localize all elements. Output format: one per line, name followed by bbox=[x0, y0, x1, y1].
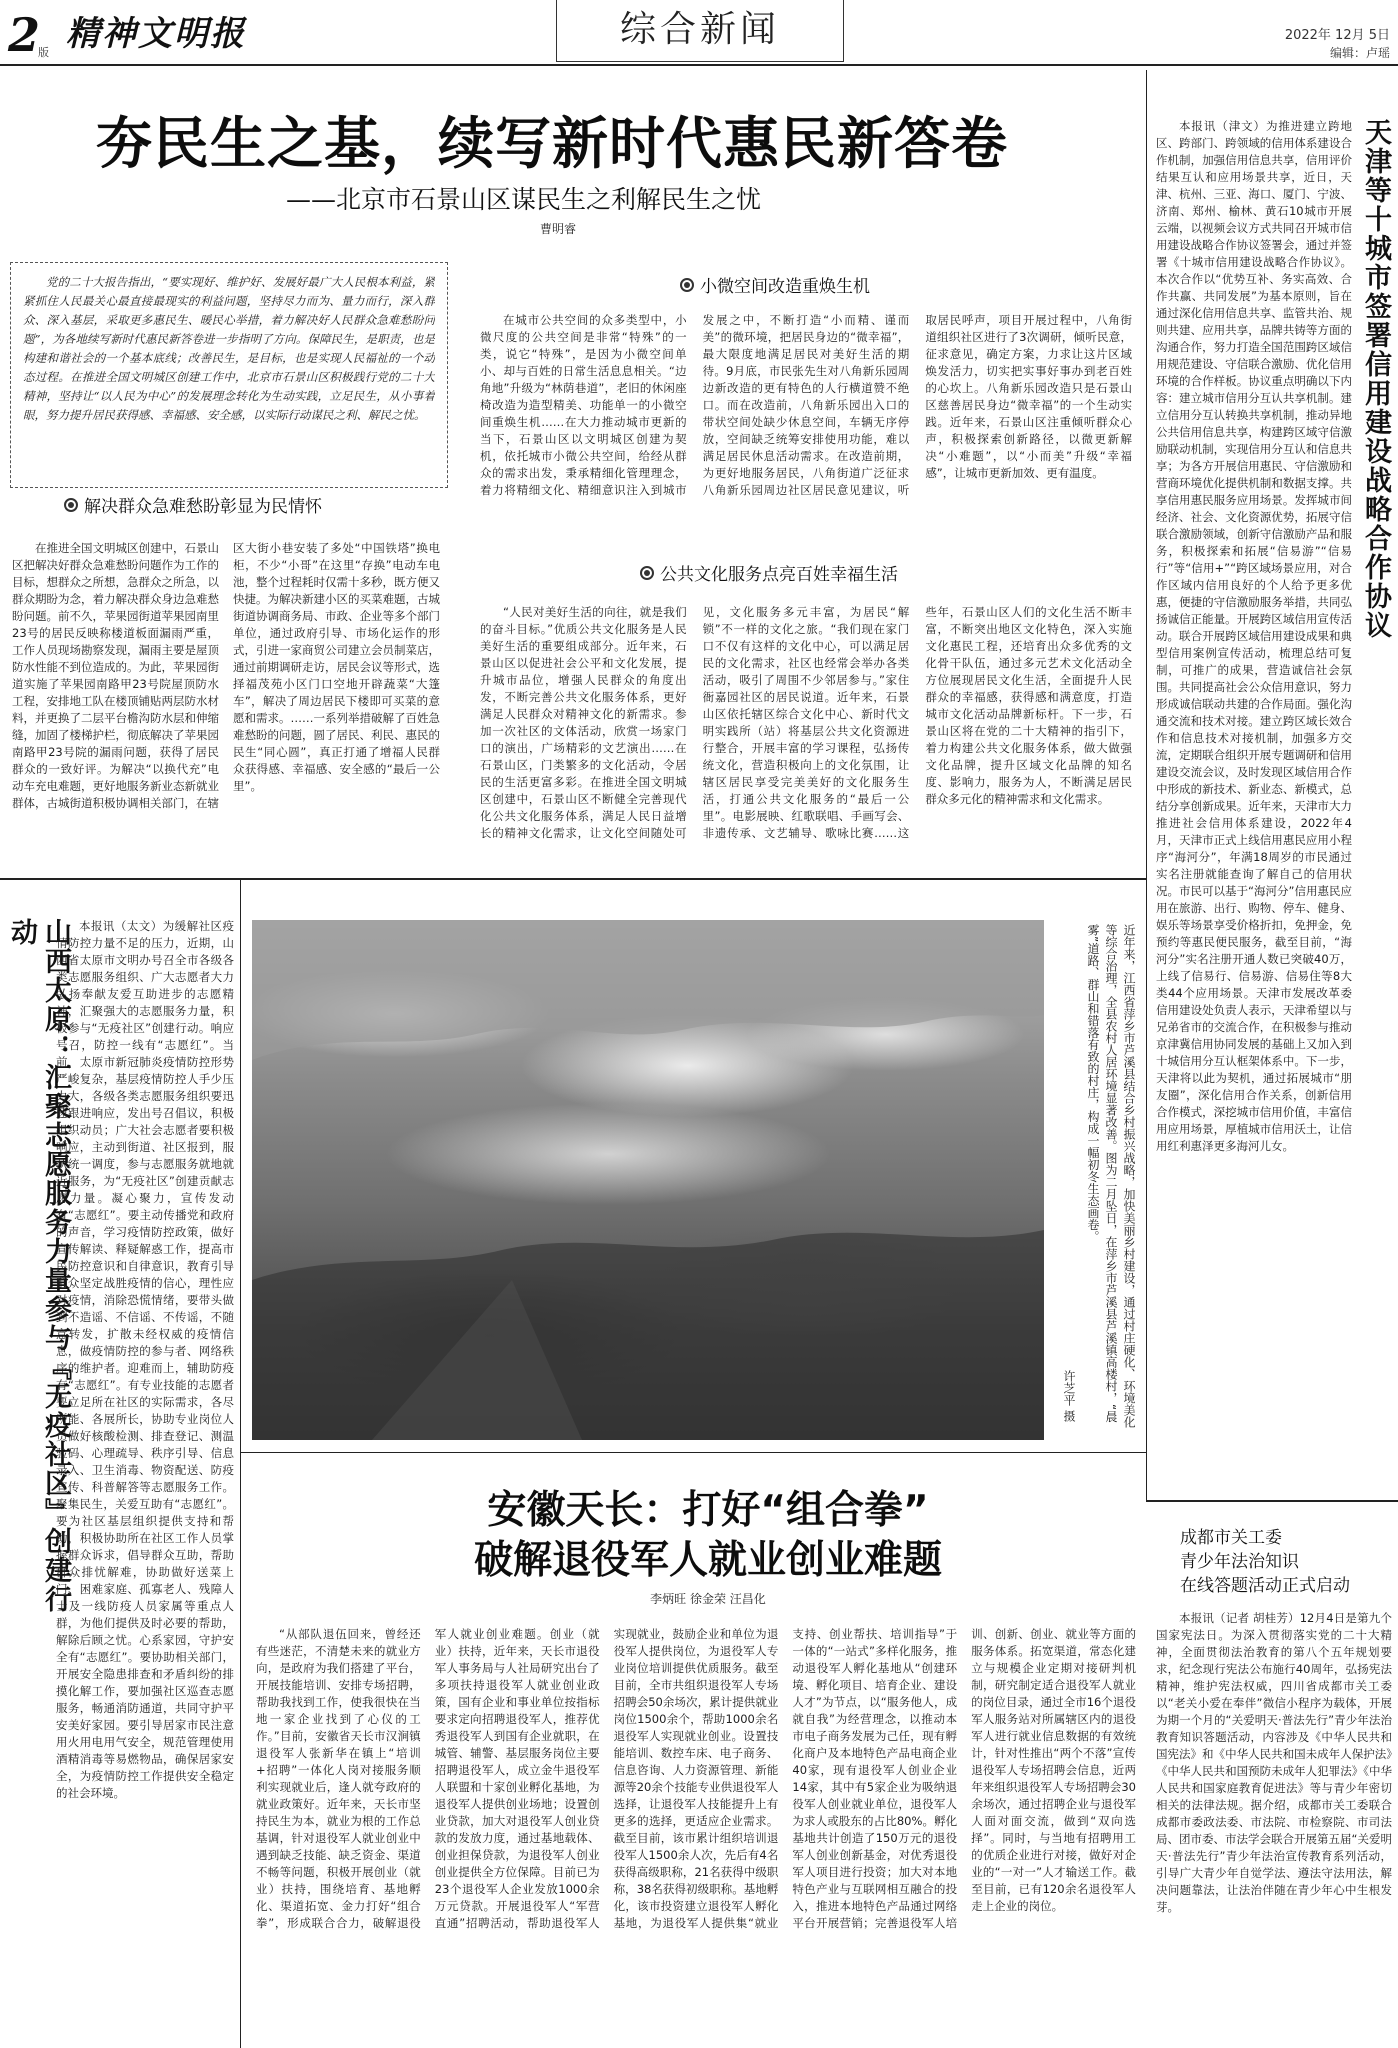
bottom-article-title-line2: 破解退役军人就业创业难题 bbox=[473, 1538, 942, 1583]
brief-title-line2: 青少年法治知识 bbox=[1180, 1552, 1299, 1572]
section1-text: 在推进全国文明城区创建中，石景山区把解决好群众急难愁盼问题作为工作的目标，想群众之所想，急群众之所急，以群众期盼为念，着力解决群众身边急难愁盼问题。前不久，苹果园街道苹果园南里23号的居民反映称楼道板面漏雨严重，工作人员现场勘察发现，漏雨主要是屋顶防水性能不到位造成的。为此，苹果园街道实施了苹果园南路甲23号院屋顶防水工程，安排地工队在楼顶铺贴两层防水材料，并更换了二层平台檐沟防水层和伸缩缝，加固了楼梯护栏，彻底解决了苹果园南路甲23号院的漏雨问题，获得了居民群众的一致好评。为解决“以换代充”电动车充电难题，更好地服务新业态新就业群体，古城街道积极协调相关部门，在辖区大街小巷安装了多处“中国铁塔”换电柜，不少“小哥”在这里“存换”电动车电池，整个过程耗时仅需十多秒，既方便又快捷。为解决新建小区的买菜难题，古城街道协调商务局、市政、企业等多个部门单位，通过政府引导、市场化运作的形式，引进一家商贸公司建立会员制菜店，通过前期调研走访，居民会议等形式，选择福茂苑小区门口空地开辟蔬菜“大篷车”，解决了周边居民下楼即可买菜的意愿和需求。……一系列举措破解了百姓急难愁盼的问题，圆了居民、利民、惠民的民生“同心圆”，真正打通了增福人民群众获得感、幸福感、安全感的“最后一公里”。 bbox=[12, 541, 440, 810]
main-bottom-rule bbox=[0, 878, 1146, 880]
photo-credit: 许芝平 摄 bbox=[1062, 1370, 1076, 1422]
page-number: 2 bbox=[8, 8, 41, 62]
photo-terrain bbox=[252, 920, 1044, 1440]
section3-heading-text: 公共文化服务点亮百姓幸福生活 bbox=[660, 565, 898, 585]
section1-heading bbox=[64, 492, 322, 517]
left-article-text: 本报讯（太文）为缓解社区疫情防控力量不足的压力，近期，山西省太原市文明办号召全市各级各类志愿服务组织、广大志愿者大力弘扬奉献友爱互助进步的志愿精神，汇聚强大的志愿服务力量，积极参与“无疫社区”创建行动。响应号召，防控一线有“志愿红”。当前，太原市新冠肺炎疫情防控形势严峻复杂，基层疫情防控人手少压力大，各级各类志愿服务组织要迅速跟进响应，发出号召倡议，积极组织动员；广大社会志愿者要积极响应，主动到街道、社区报到，服从统一调度，参与志愿服务就地就近服务，为“无疫社区”创建贡献志愿力量。凝心聚力，宣传发动有“志愿红”。要主动传播党和政府的声音，学习疫情防控政策，做好宣传解读、释疑解惑工作，提高市民防控意识和自律意识，教育引导群众坚定战胜疫情的信心，理性应对疫情，消除恐慌情绪，要带头做到不造谣、不信谣、不传谣，不随意转发，扩散未经权威的疫情信息，做疫情防控的参与者、网络秩序的维护者。迎难而上，辅助防疫有“志愿红”。有专业技能的志愿者要立足所在社区的实际需求，各尽所能、各展所长，协助专业岗位人员做好核酸检测、排查登记、测温验码、心理疏导、秩序引导、信息录入、卫生消毒、物资配送、防疫宣传、科普解答等志愿服务工作。聚集民生，关爱互助有“志愿红”。要为社区基层组织提供支持和帮助，积极协助所在社区工作人员掌握群众诉求，倡导群众互助，帮助群众排忧解难，协助做好送菜上门、困难家庭、孤寡老人、残障人士及一线防疫人员家属等重点人群，为他们提供及时必要的帮助，解除后顾之忧。心系家园，守护安全有“志愿红”。要协助相关部门，开展安全隐患排查和矛盾纠纷的排摸化解工作，要加强社区巡查志愿服务，畅通消防通道，共同守护平安美好家园。要引导居家市民注意用火用电用气安全，规范管理使用酒精消毒等易燃物品，确保居家安全，为疫情防控工作提供安全稳定的社会环境。 bbox=[56, 919, 234, 1800]
section2-text: 在城市公共空间的众多类型中，小微尺度的公共空间是非常“特殊”的一类，说它“特殊”，是因为小微空间单小、却与百姓的日常生活息息相关。“边角地”升级为“林荫巷道”，老旧的休闲座椅改造为造型精美、功能单一的小微空间重焕生机……在大力推动城市更新的当下，石景山区以文明城区创建为契机，依托城市小微公共空间，给经从群众的需求出发，秉承精细化管理理念，着力将精细文化、精细意识注入到城市发展之中，不断打造“小而精、谨而美”的微环境，把居民身边的“微幸福”，最大限度地满足居民对美好生活的期待。9月底，市民张先生对八角新乐园周边新改造的更有特色的人行横道赞不绝口。而在改造前，八角新乐园出入口的带状空间处缺少休息空间，车辆无序停放，空间缺乏统筹安排使用功能，难以满足居民休息活动需求。在改造前期，为更好地服务居民，八角街道广泛征求八角新乐园周边社区居民意见建议，听取居民呼声，项目开展过程中，八角街道组织社区进行了3次调研，倾听民意，征求意见，确定方案，力求让这片区域焕发活力，切实把实事好事办到老百姓的心坎上。八角新乐园改造只是石景山区慈善居民身边“微幸福”的一个生动实践。近年来，石景山区注重倾听群众心声，积极探索创新路径，以微更新解决“小难题”，以“小而美”升级“幸福感”，让城市更新加效、更有温度。 bbox=[480, 313, 1132, 497]
bottom-article-title-line1: 安徽天长：打好“组合拳” bbox=[487, 1488, 929, 1533]
section2-heading-text: 小微空间改造重焕生机 bbox=[700, 277, 870, 297]
masthead-rule bbox=[0, 64, 1398, 66]
section3-heading bbox=[640, 560, 898, 585]
main-intro: 党的二十大报告指出，“要实现好、维护好、发展好最广大人民根本利益，紧紧抓住人民最关心最直接最现实的利益问题，坚持尽力而为、量力而行，深入群众、深入基层，采取更多惠民生、暖民心举措，着力解决好人民群众急难愁盼问题”，为各地续写新时代惠民新答卷进一步指明了方向。保障民生，是职责，也是构建和谐社会的一个基本底线；改善民生，是目标，也是实现人民福祉的一个动态过程。在推进全国文明城区创建工作中，北京市石景山区积极践行党的二十大精神，坚持让“以人民为中心”的发展理念转化为生动实践，立足民生，从小事着眼，努力提升居民获得感、幸福感、安全感，以实际行动谋民之利、解民之忧。 bbox=[23, 275, 435, 422]
page-suffix: 版 bbox=[38, 46, 49, 59]
paper-name: 精神文明报 bbox=[66, 14, 246, 54]
section1-heading-text: 解决群众急难愁盼彰显为民情怀 bbox=[84, 497, 322, 517]
masthead bbox=[0, 0, 1398, 70]
brief-article-text: 本报讯（记者 胡桂芳）12月4日是第九个国家宪法日。为深入贯彻落实党的二十大精神，全面贯彻法治教育的第八个五年规划要求，纪念现行宪法公布施行40周年，弘扬宪法精神，维护宪法权威，四川省成都市关工委以“老关小爱在奉伴”微信小程序为载体，开展为期一个月的“关爱明天·普法先行”青少年法治教育知识答题活动，内容涉及《中华人民共和国宪法》和《中华人民共和国未成年人保护法》《中华人民共和国预防未成年人犯罪法》《中华人民共和国家庭教育促进法》等与青少年密切相关的法律法规。据介绍，成都市关工委联合成都市委政法委、市法院、市检察院、市司法局、团市委、市法学会联合开展第五届“关爱明天·普法先行”青少年法治宣传教育系列活动，引导广大青少年自觉学法、遵法守法用法，解决问题靠法，让法治伴随在青少年心中生根发芽。 bbox=[1156, 1611, 1392, 1914]
section2-heading bbox=[680, 272, 870, 297]
main-intro-box bbox=[10, 262, 448, 488]
brief-title-line3: 在线答题活动正式启动 bbox=[1180, 1576, 1350, 1596]
main-article-author: 曹明睿 bbox=[540, 222, 577, 236]
brief-title-line1: 成都市关工委 bbox=[1180, 1528, 1282, 1548]
bottom-article-text: “从部队退伍回来，曾经还有些迷茫，不清楚未来的就业方向，是政府为我们搭建了平台，开展技能培训、安排专场招聘，帮助我找到工作，使我很快在当地一家企业找到了心仪的工作。”目前，安徽省天长市汉涧镇退役军人张新华在镇上“培训+招聘”一体化人岗对接服务顺利实现就业后，逢人就夸政府的就业政策好。近年来，天长市坚持民生为本，就业为根的工作总基调，针对退役军人就业创业中遇到缺乏技能、缺乏资金、渠道不畅等问题，积极开展创业（就业）扶持，围绕培育、基地孵化、渠道拓宽、金力打好“组合拳”，形成联合合力，破解退役军人就业创业难题。创业（就业）扶持，近年来，天长市退役军人事务局与人社局研究出台了多项扶持退役军人就业创业政策，国有企业和事业单位按指标要求定向招聘退役军人，推荐优秀退役军人到国有企业就职，在城管、辅警、基层服务岗位主要招聘退役军人，成立金牛退役军人联盟和十家创业孵化基地，为退役军人提供创业场地；设置创业贷款，加大对退役军人创业贷款的发放力度，通过基地载体、创业担保贷款，为退役军人创业创业提供全方位保障。目前已为23个退役军人企业发放1000余万元贷款。开展退役军人“军营直通”招聘活动，帮助退役军人实现就业，鼓励企业和单位为退役军人提供岗位，为退役军人专业岗位培训提供优质服务。截至目前，全市共组织退役军人专场招聘会50余场次，累计提供就业岗位1500余个，帮助1000余名退役军人实现就业创业。设置技能培训、数控车床、电子商务、信息咨询、人力资源管理、新能源等20余个技能专业供退役军人选择，让退役军人技能提升上有更多的选择，更适应企业需求。截至目前，该市累计组织培训退役军人1500余人次，先后有4名获得高级职称，21名获得中级职称，38名获得初级职称。基地孵化，该市投资建立退役军人孵化基地，为退役军人提供集“就业支持、创业帮扶、培训指导”于一体的“一站式”多样化服务，推动退役军人孵化基地从“创建环境、孵化项目、培育企业、建设人才”为节点，以“服务他人，成就自我”为经营理念，以推动本市电子商务发展为己任，现有孵化商户及本地特色产品电商企业40家，现有退役军人创业企业14家，其中有5家企业为吸纳退役军人创业就业单位，退役军人为求人或股东的占比80%。孵化基地共计创造了150万元的退役军人创业创新基金，对优秀退役军人项目进行投资；加大对本地特色产业与互联网相互融合的投入，推进本地特色产品通过网络平台开展营销；完善退役军人培训、创新、创业、就业等方面的服务体系。拓宽渠道，常态化建立与规模企业定期对接研判机制，研究制定适合退役军人就业的岗位目录，通过全市16个退役军人服务站对所属辖区内的退役军人进行就业信息数据的有效统计，针对性推出“两个不落”宣传退役军人专场招聘会信息，近两年来组织退役军人专场招聘会30余场次，通过招聘企业与退役军人面对面交流，做到“双向选择”。同时，与当地有招聘用工的优质企业进行对接，做好对企业的“一对一”人才输送工作。截至目前，已有120余名退役军人走上企业的岗位。 bbox=[256, 1627, 1136, 1930]
bullet-icon bbox=[680, 278, 694, 292]
section-name: 综合新闻 bbox=[619, 9, 780, 50]
right-article-title: 天津等十城市签署信用建设战略合作协议 bbox=[1360, 118, 1391, 640]
landscape-photo bbox=[252, 920, 1044, 1440]
right-bottom-rule bbox=[1146, 1500, 1398, 1502]
left-column-rule bbox=[240, 880, 241, 2048]
main-article-subtitle: ——北京市石景山区谋民生之利解民生之忧 bbox=[286, 185, 762, 214]
photo-bottom-rule bbox=[240, 1452, 1146, 1453]
bullet-icon bbox=[640, 566, 654, 580]
right-article-text: 本报讯（津文）为推进建立跨地区、跨部门、跨领域的信用体系建设合作机制，加强信用信息共享，信用评价结果互认和应用场景共享，近日，天津、杭州、三亚、海口、厦门、宁波、济南、郑州、榆林、黄石10城市开展云端，以视频会议方式共同召开城市信用建设战略合作协议签署会，通过并签署《十城市信用建设战略合作协议》。本次合作以“优势互补、务实高效、合作共赢、共同发展”为基本原则，旨在通过深化信用信息共享、监管共治、规则共建、应用共享，品牌共铸等方面的沟通合作，努力打造全国范围跨区域信用规范建设、守信联合激励、优化信用环境的合作样板。协议重点明确以下内容：建立城市信用分互认共享机制。建立信用分互认转换共享机制，推动异地公共信用信息共享，构建跨区域守信激励联动机制，实现信用分互认和信息共享；为各方开展信用惠民、守信激励和营商环境优化提供机制和数据支撑。共享信用惠民服务应用场景。发挥城市间经济、社会、文化资源优势，拓展守信联合激励领域，创新守信激励产品和服务，积极探索和拓展“信易游”“信易行”等“信用+”“跨区域场景应用，对合作区域内信用良好的个人给予更多优惠，便捷的守信激励服务举措，共同弘扬诚信正能量。开展跨区域信用宣传活动。联合开展跨区域信用建设成果和典型信用案例宣传活动，梳理总结可复制，可推广的成果，营造诚信社会氛围。共同提高社会公众信用意识，努力形成诚信联动共建的合作局面。强化沟通交流和技术对接。建立跨区域长效合作和信息技术对接机制，加强多方交流，定期联合组织开展专题调研和信用建设交流会议，及时发现区域信用合作中形成的新技术、新业态、新模式，总结分享创新成果。近年来，天津市大力推进社会信用体系建设，2022年4月，天津市正式上线信用惠民应用小程序“海河分”，年满18周岁的市民通过实名注册就能查询了解自己的信用状况。市民可以基于“海河分”信用惠民应用在旅游、出行、购物、停车、健身、娱乐等场景享受价格折扣，免押金，免预约等惠民便民服务，截至目前，“海河分”实名注册开通人数已突破40万，上线了信易行、信易游、信易住等8大类44个应用场景。天津市发展改革委信用建设处负责人表示，天津希望以与兄弟省市的交流合作，在积极参与推动京津冀信用协同发展的基础上又加入到十城信用分互认框架体系中。下一步，天津将以此为契机，通过拓展城市“朋友圈”，深化信用合作关系，创新信用合作模式，深挖城市信用价值，丰富信用应用场景，厚植城市信用沃土，让信用红利惠泽更多海河儿女。 bbox=[1156, 119, 1352, 1153]
section3-text: “人民对美好生活的向往，就是我们的奋斗目标。”优质公共文化服务是人民美好生活的重要组成部分。近年来，石景山区以促进社会公平和文化发展，提升城市品位，增强人民群众的角度出发，不断完善公共文化服务体系，更好满足人民群众对精神文化的新需求。参加一次社区的文体活动，欣赏一场家门口的演出，广场精彩的文艺演出……在石景山区，门类繁多的文化活动，令居民的生活更富多彩。在推进全国文明城区创建中，石景山区不断健全完善现代化公共文化服务体系，满足人民日益增长的精神文化需求，让文化空间随处可见，文化服务多元丰富，为居民“解锁”不一样的文化之旅。“我们现在家门口不仅有这样的文化中心，可以满足居民的文化需求，社区也经常会举办各类活动，吸引了周围不少邻居参与。”家住衙嘉园社区的居民说道。近年来，石景山区依托辖区综合文化中心、新时代文明实践所（站）将基层公共文化资源进行整合，开展丰富的学习课程，弘扬传统文化，营造积极向上的文化氛围，让辖区居民享受完美美好的文化服务生活，打通公共文化服务的“最后一公里”。电影展映、红歌联唱、手画写会、非遗传承、文艺辅导、歌咏比赛……这些年，石景山区人们的文化生活不断丰富，不断突出地区文化特色，深入实施文化惠民工程，还培育出众多优秀的文化骨干队伍，通过多元艺术文化活动全方位展现居民文化生活，全面提升人民群众的幸福感，获得感和满意度，打造城市文化活动品牌新标杆。下一步，石景山区将在党的二十大精神的指引下，着力构建公共文化服务体系，做大做强文化品牌，提升区域文化品牌的知名度、影响力，服务为人，不断满足居民群众多元化的精神需求和文化需求。 bbox=[480, 605, 1132, 840]
bullet-icon bbox=[64, 498, 78, 512]
section-tab bbox=[556, 0, 844, 62]
photo-caption: 近年来，江西省萍乡市芦溪县结合乡村振兴战略，加快美丽乡村建设，通过村庄硬化、环境美化等综合治理，全县农村人居环境显著改善。图为二月坠日，在萍乡市芦溪县芦溪镇高楼村，“晨雾”道路、群山和错落有致的村庄，构成一幅初冬生态画卷。 bbox=[1086, 924, 1136, 1428]
right-column-rule bbox=[1146, 70, 1147, 1500]
bottom-article-author: 李炳旺 徐金荣 汪昌化 bbox=[650, 1592, 766, 1606]
main-article-title: 夯民生之基，续写新时代惠民新答卷 bbox=[96, 112, 1008, 177]
left-article-title: 山西太原：汇聚志愿服务力量参与『无疫社区』创建行动 bbox=[6, 918, 71, 1614]
editor: 编辑：卢瑶 bbox=[1329, 46, 1390, 60]
issue-date: 2022年 12月 5日 bbox=[1284, 28, 1390, 43]
